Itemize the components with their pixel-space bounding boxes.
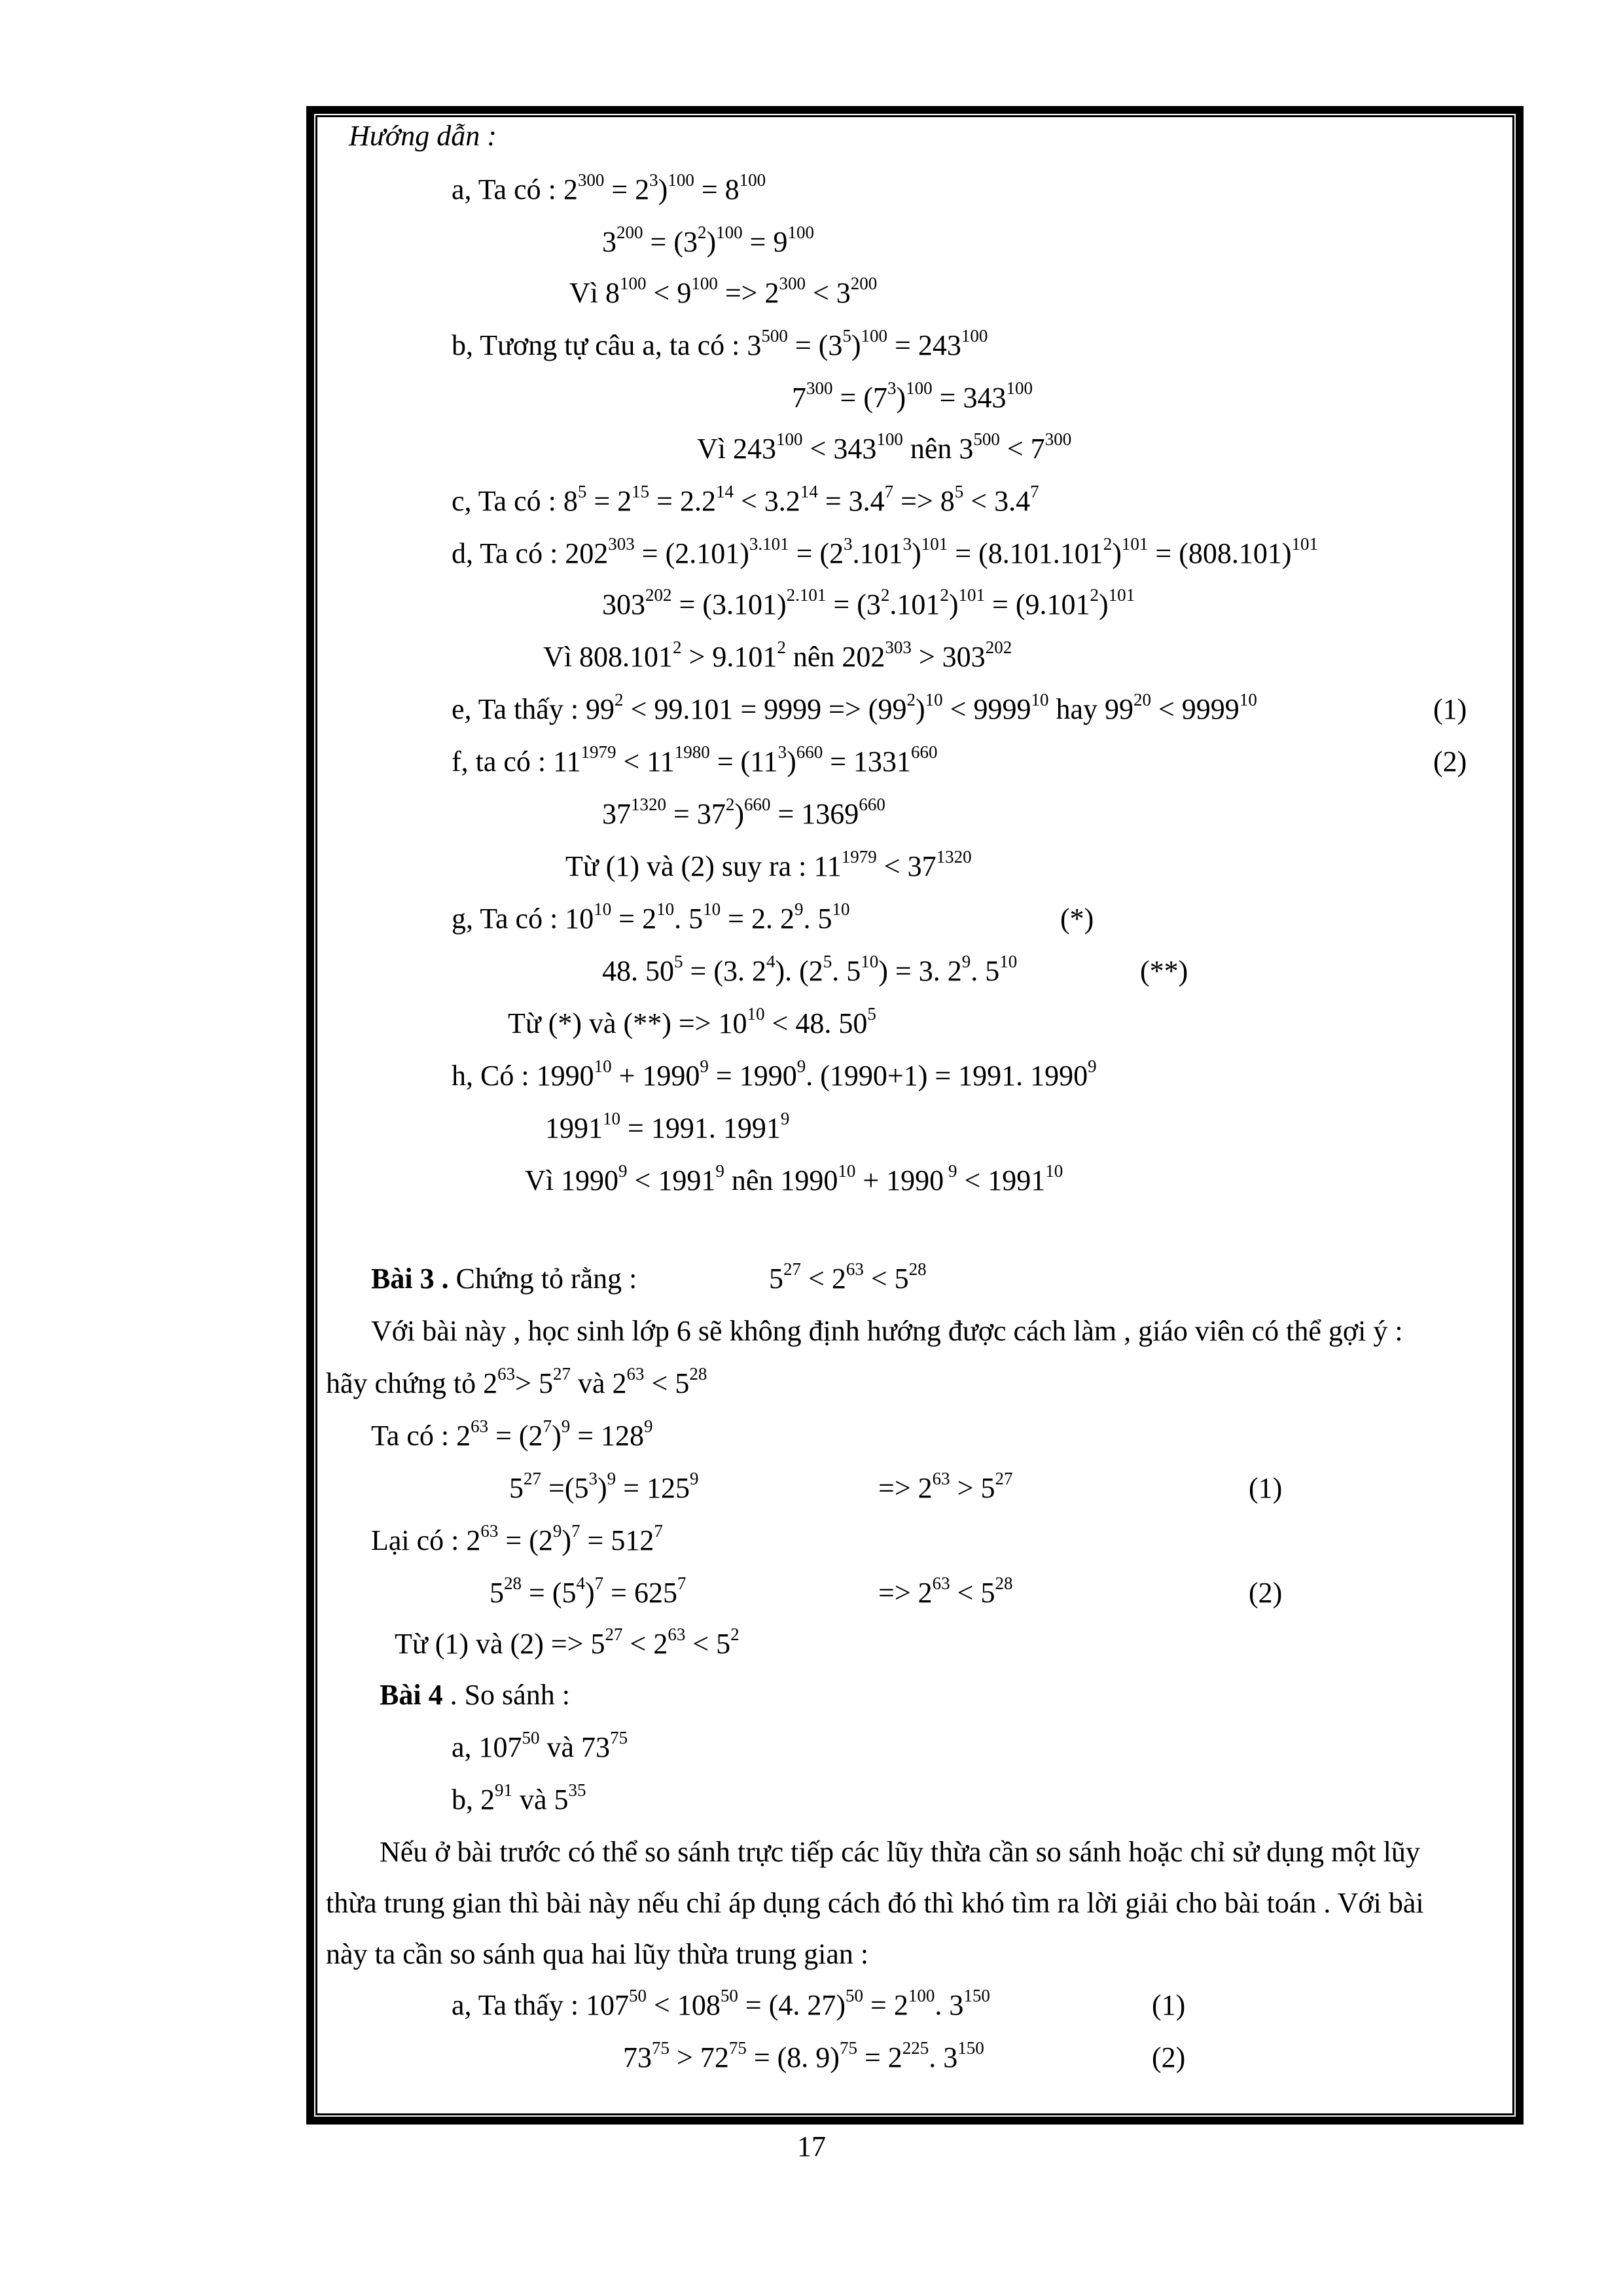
text-line: Từ (1) và (2) suy ra : $11^{1979} < 37^{1320}$ — [565, 847, 972, 882]
text-line: => $2^{63} < 5^{28}$ — [878, 1573, 1013, 1609]
text-line: 48. $50^5 = (3$. $2^4$). ($2^5$. $5^{10}) = 3$. $2^9$. $5^{10}$ — [602, 952, 1018, 987]
text-line: thừa trung gian thì bài này nếu chỉ áp dụng cách đó thì khó tìm ra lời giải cho bài toán . Với bài — [326, 1887, 1424, 1919]
text-line: $73^{75} > 72^{75} = (8$. $9)^{75} = 2^{225}$. $3^{150}$ — [623, 2038, 984, 2073]
text-line: (**) — [1140, 955, 1188, 987]
text-line: Vì $8^{100} < 9^{100} => 2^{300} < 3^{200}$ — [569, 274, 878, 309]
text-line: (*) — [1060, 903, 1094, 935]
text-line: a, Ta có : $2^{300} = 2^3)^{100} = 8^{100}$ — [452, 170, 766, 206]
text-line: Lại có : $2^{63} = (2^9)^7 = 512^7$ — [371, 1521, 663, 1556]
text-line: $3^{200} = (3^2)^{100} = 9^{100}$ — [602, 223, 814, 258]
text-line: $1991^{10} = 1991$. 1991$^9$ — [545, 1109, 790, 1144]
text-line: $5^{27} =(5^3)^9 = 125^9$ — [509, 1469, 699, 1504]
text-line: Từ (1) và $(2) => 5^{27} < 2^{63} < 5^2$ — [395, 1624, 740, 1660]
page-number: 17 — [797, 2130, 826, 2162]
text-line: e, Ta thấy : $99^2 < 99.101 = 9999 => (99^2)^{10} < 9999^{10}$ hay $99^{20} < 9999^{10}$ — [452, 690, 1257, 725]
text-line: Vì $1990^9 < 1991^9$ nên $1990^{10} + 1990$ $^9 < 1991^{10}$ — [525, 1161, 1063, 1196]
text-line: $5^{27} < 2^{63} < 5^{28}$ — [769, 1259, 927, 1295]
text-line: a, $107^{50}$ và $73^{75}$ — [452, 1728, 628, 1763]
text-line: (2) — [1433, 745, 1467, 778]
text-line: => $2^{63} > 5^{27}$ — [878, 1469, 1013, 1504]
text-line: Bài 4 . So sánh : — [380, 1679, 570, 1711]
text-line: b, Tương tự câu a, ta có : $3^{500} = (3^5)^{100} = 243^{100}$ — [452, 326, 988, 361]
text-line: f, ta có : $11^{1979} < 11^{1980} = (11^3)^{660} = 1331^{660}$ — [452, 742, 938, 778]
text-line: hãy chứng tỏ $2^{63}> 5^{27}$ và $2^{63} < 5^{28}$ — [326, 1364, 707, 1399]
text-line: c, Ta có : $8^5 = 2^{15} = 2.2^{14} < 3.2^{14} = 3.4^7 => 8^5 < 3.4^7$ — [452, 482, 1039, 517]
text-line: Vì $243^{100} < 343^{100}$ nên $3^{500} < 7^{300}$ — [697, 429, 1072, 465]
text-line: Với bài này , học sinh lớp 6 sẽ không định hướng được cách làm , giáo viên có thể gợi ý : — [371, 1315, 1403, 1347]
text-line: b, $2^{91}$ và $5^{35}$ — [452, 1780, 586, 1816]
text-line: Từ (*) và (**) => $10^{10} < 48$. $50^5$ — [508, 1004, 876, 1039]
text-line: (2) — [1249, 1577, 1283, 1609]
text-line: $37^{1320} = 37^2)^{660} = 1369^{660}$ — [602, 795, 885, 830]
text-line: (1) — [1249, 1472, 1283, 1504]
text-line: này ta cần so sánh qua hai lũy thừa trung gian : — [326, 1938, 869, 1970]
text-line: $7^{300} = (7^3)^{100} = 343^{100}$ — [792, 378, 1033, 414]
text-line: $303^{202} = (3.101)^{2.101} = (3^2.101^2)^{101} = (9.101^2)^{101}$ — [602, 585, 1135, 620]
text-line: a, Ta thấy : $107^{50} < 108^{50} = (4$. $27)^{50} = 2^{100}$. $3^{150}$ — [452, 1986, 990, 2021]
text-line: (1) — [1433, 693, 1467, 725]
text-line: (2) — [1152, 2041, 1186, 2073]
text-line: Nếu ở bài trước có thể so sánh trực tiếp các lũy thừa cần so sánh hoặc chỉ sử dụng một lũy — [380, 1836, 1420, 1868]
text-line: (1) — [1152, 1989, 1186, 2021]
text-line: g, Ta có : $10^{10} = 2^{10}$. $5^{10} = 2$. $2^9$. $5^{10}$ — [452, 899, 850, 935]
text-line: $5^{28} = (5^4)^7 = 625^7$ — [490, 1573, 687, 1609]
text-line: Vì $808.101^2 > 9.101^2$ nên $202^{303} > 303^{202}$ — [543, 637, 1012, 673]
text-line: d, Ta có : $202^{303} = (2.101)^{3.101} = (2^3.101^3)^{101} = (8.101.101^2)^{101} = (808.101)^{101}$ — [452, 534, 1319, 569]
text-line: h, Có : $1990^{10} + 1990^9 = 1990^9$. (1990+1) = 1991. 1990$^9$ — [452, 1056, 1097, 1092]
text-line: Bài 3 . Chứng tỏ rằng : — [371, 1263, 637, 1295]
text-line: Hướng dẫn : — [349, 120, 497, 152]
text-line: Ta có : $2^{63} = (2^7)^9 = 128^9$ — [371, 1416, 653, 1452]
